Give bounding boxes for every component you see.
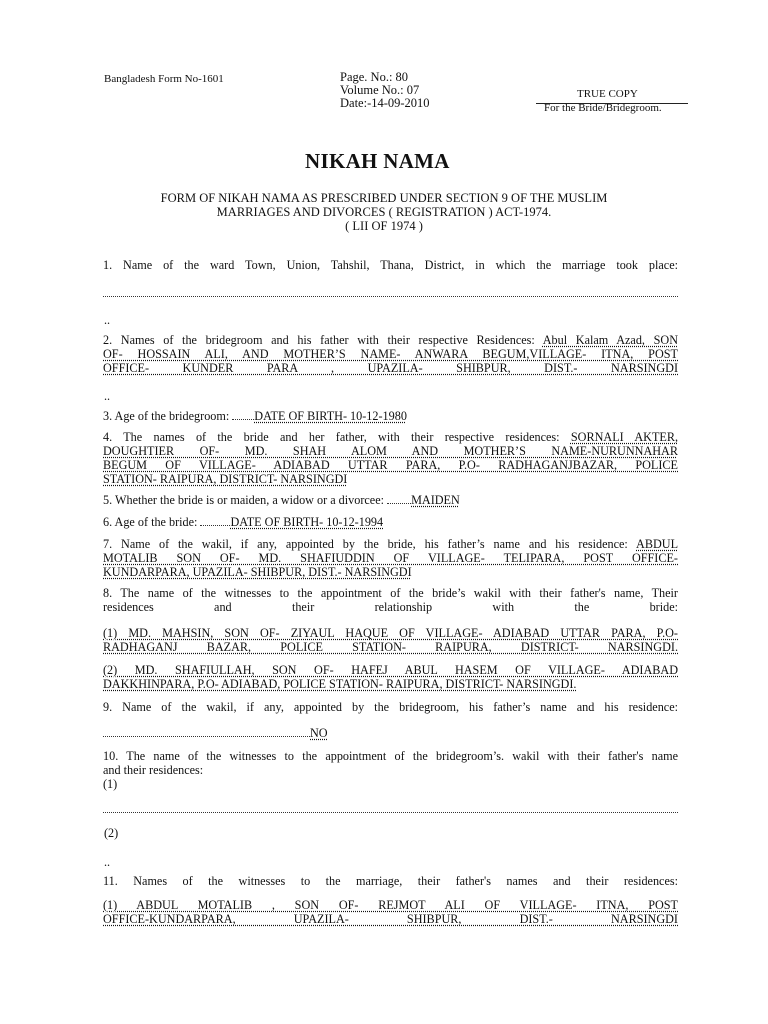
form-number: Bangladesh Form No-1601 [104, 73, 224, 85]
item-8-witness-1-line-1: (1) MD. MAHSIN, SON OF- ZIYAUL HAQUE OF VILLAGE- ADIABAD UTTAR PARA, P.O- [103, 627, 678, 640]
bride-wakil-name: ABDUL [636, 538, 678, 551]
true-copy-for: For the Bride/Bridegroom. [544, 102, 662, 114]
item-2 [103, 334, 678, 376]
document-title: NIKAH NAMA [305, 149, 450, 173]
bride-status: MAIDEN [411, 493, 460, 507]
item-8-line-2: residences and their relationship with the bride: [103, 601, 678, 614]
item-6-label: 6. Age of the bride: [103, 515, 198, 529]
item-7-line-3: KUNDARPARA, UPAZILA- SHIBPUR, DIST.- NARSINGDI [103, 565, 412, 579]
item-4 [103, 431, 678, 487]
bridegroom-dob: DATE OF BIRTH- 10-12-1980 [254, 409, 407, 423]
item-4-line-4: STATION- RAIPURA, DISTRICT- NARSINGDI [103, 472, 348, 486]
item-10-line-2: and their residences: [103, 763, 204, 777]
item-7-line-1: 7. Name of the wakil, if any, appointed by the bride, his father’s name and his residence: ABDUL [103, 538, 678, 551]
bride-dob: DATE OF BIRTH- 10-12-1994 [230, 515, 384, 529]
item-10-line-1: 10. The name of the witnesses to the appointment of the bridegroom’s. wakil with their father's name [103, 750, 678, 763]
item-6 [103, 515, 383, 529]
item-8-witness-1 [103, 627, 678, 655]
item-10-fill-line [103, 812, 678, 813]
item-8-line-1: 8. The name of the witnesses to the appointment of the bride’s wakil with their father's name, Their [103, 587, 678, 600]
item-8-witness-1-line-2: RADHAGANJ BAZAR, POLICE STATION- RAIPURA, DISTRICT- NARSINGDI. [103, 641, 678, 654]
item-11-witness-1-line-1: (1) ABDUL MOTALIB , SON OF- REJMOT ALI OF VILLAGE- ITNA, POST [103, 899, 678, 912]
item-1-question: 1. Name of the ward Town, Union, Tahshil, Thana, District, in which the marriage took place: [103, 259, 678, 272]
item-9-answer [103, 726, 328, 740]
item-11-question: 11. Names of the witnesses to the marriage, their father's names and their residences: [103, 875, 678, 888]
item-5 [103, 493, 460, 507]
item-5-label: 5. Whether the bride is or maiden, a widow or a divorcee: [103, 493, 385, 507]
item-4-line-2: DOUGHTIER OF- MD. SHAH ALOM AND MOTHER’S NAME-NURUNNAHAR [103, 445, 678, 458]
item-10-witness-1-label: (1) [103, 777, 118, 791]
subtitle-line-2: MARRIAGES AND DIVORCES ( REGISTRATION ) ACT-1974. [216, 205, 552, 219]
subtitle-line-3: ( LII OF 1974 ) [345, 219, 423, 233]
item-4-line-3: BEGUM OF VILLAGE- ADIABAD UTTAR PARA, P.O- RADHAGANJBAZAR, POLICE [103, 459, 678, 472]
item-8-witness-2-line-1: (2) MD. SHAFIULLAH, SON OF- HAFEJ ABUL HASEM OF VILLAGE- ADIABAD [103, 664, 678, 677]
item-1-dots: .. [104, 313, 111, 327]
subtitle-line-1: FORM OF NIKAH NAMA AS PRESCRIBED UNDER SECTION 9 OF THE MUSLIM [160, 191, 608, 205]
item-9-question: 9. Name of the wakil, if any, appointed by the bridegroom, his father’s name and his residence: [103, 701, 678, 714]
item-2-line-1: 2. Names of the bridegroom and his father with their respective Residences: Abul Kalam Azad, SON [103, 334, 678, 347]
item-11-witness-1 [103, 899, 678, 927]
item-11-witness-1-line-2: OFFICE-KUNDARPARA, UPAZILA- SHIBPUR, DIST.- NARSINGDI [103, 913, 678, 926]
item-3 [103, 409, 407, 423]
item-8-witness-2 [103, 664, 678, 692]
bride-name: SORNALI AKTER, [570, 431, 678, 444]
item-2-dots: .. [104, 389, 111, 403]
volume-number: Volume No.: 07 [340, 83, 420, 97]
item-4-line-1: 4. The names of the bride and her father, with their respective residences: SORNALI AKTER, [103, 431, 678, 444]
item-8 [103, 587, 678, 615]
item-7-line-2: MOTALIB SON OF- MD. SHAFIUDDIN OF VILLAGE- TELIPARA, POST OFFICE- [103, 552, 678, 565]
true-copy-label: TRUE COPY [577, 88, 638, 100]
item-10-dots: .. [104, 855, 111, 869]
item-7 [103, 538, 678, 580]
item-1 [103, 259, 678, 273]
item-8-witness-2-line-2: DAKKHINPARA, P.O- ADIABAD, POLICE STATION- RAIPURA, DISTRICT- NARSINGDI. [103, 678, 577, 691]
document-date: Date:-14-09-2010 [340, 96, 430, 110]
item-10-witness-2-label: (2) [104, 826, 119, 840]
bridegroom-wakil: NO [310, 726, 328, 740]
item-1-fill-line [103, 296, 678, 297]
item-2-line-3: OFFICE- KUNDER PARA , UPAZILA- SHIBPUR, DIST.- NARSINGDI [103, 362, 678, 375]
bridegroom-name: Abul Kalam Azad, SON [542, 334, 678, 347]
item-9 [103, 701, 678, 715]
item-3-label: 3. Age of the bridegroom: [103, 409, 230, 423]
page-number: Page. No.: 80 [340, 70, 409, 84]
item-2-line-2: OF- HOSSAIN ALI, AND MOTHER’S NAME- ANWARA BEGUM,VILLAGE- ITNA, POST [103, 348, 678, 361]
item-10 [103, 750, 678, 792]
item-11 [103, 875, 678, 889]
